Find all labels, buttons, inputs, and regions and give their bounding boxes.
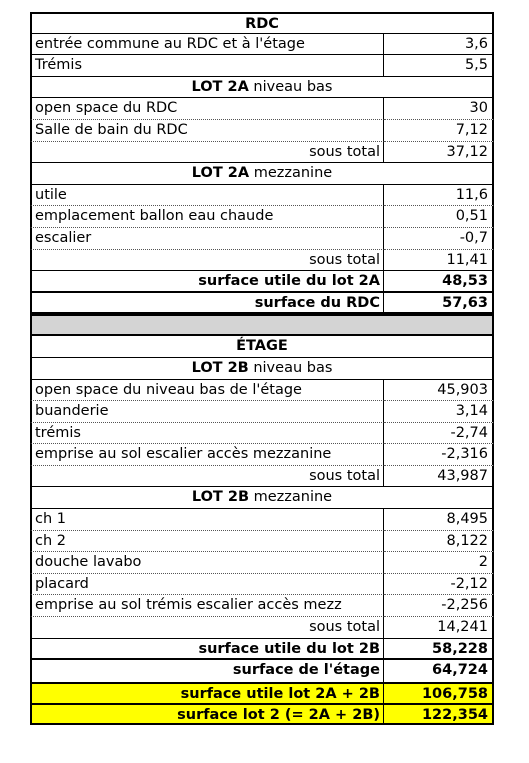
table-row [30, 34, 494, 56]
total-label: surface du RDC [30, 293, 384, 315]
total-label: surface de l'étage [30, 660, 384, 682]
total-row [30, 660, 494, 682]
subtotal-row [30, 617, 494, 639]
row-value: -2,12 [384, 574, 494, 596]
table-row [30, 423, 494, 445]
subtotal-row [30, 250, 494, 272]
total-row [30, 293, 494, 315]
row-value: 30 [384, 98, 494, 120]
header-rest: niveau bas [248, 78, 333, 95]
header-rest: mezzanine [249, 165, 333, 182]
total-row [30, 271, 494, 293]
grand-total-value: 122,354 [384, 703, 494, 725]
subtotal-row [30, 142, 494, 164]
table-row [30, 380, 494, 402]
header-bold: LOT 2A [191, 165, 250, 182]
grand-total-value: 106,758 [384, 682, 494, 704]
subtotal-label: sous total [30, 617, 384, 639]
row-label: ch 2 [30, 531, 384, 553]
total-value: 58,228 [384, 639, 494, 661]
row-label: escalier [30, 228, 384, 250]
section-header-etage: ÉTAGE [30, 336, 494, 358]
subtotal-row [30, 466, 494, 488]
row-value: -2,74 [384, 423, 494, 445]
subtotal-label: sous total [30, 466, 384, 488]
table-row [30, 206, 494, 228]
row-label: ch 1 [30, 509, 384, 531]
row-label: Salle de bain du RDC [30, 120, 384, 142]
table-row [30, 55, 494, 77]
row-value: 2 [384, 552, 494, 574]
row-label: placard [30, 574, 384, 596]
section-header-lot2b-bas [30, 358, 494, 380]
header-bold: LOT 2B [191, 359, 249, 376]
row-label: open space du niveau bas de l'étage [30, 380, 384, 402]
row-value: 8,122 [384, 531, 494, 553]
row-label: utile [30, 185, 384, 207]
subtotal-value: 37,12 [384, 142, 494, 164]
table-row [30, 228, 494, 250]
grand-total-row [30, 682, 494, 704]
subtotal-value: 11,41 [384, 250, 494, 272]
header-bold: LOT 2B [191, 489, 250, 506]
row-value: 3,14 [384, 401, 494, 423]
row-value: -2,316 [384, 444, 494, 466]
row-label: emprise au sol escalier accès mezzanine [30, 444, 384, 466]
grand-total-label: surface utile lot 2A + 2B [30, 682, 384, 704]
subtotal-label: sous total [30, 250, 384, 272]
total-label: surface utile du lot 2B [30, 639, 384, 661]
row-label: emprise au sol trémis escalier accès mezz [30, 595, 384, 617]
header-rest: niveau bas [248, 359, 333, 376]
row-value: 8,495 [384, 509, 494, 531]
row-label: emplacement ballon eau chaude [30, 206, 384, 228]
total-value: 48,53 [384, 271, 494, 293]
total-value: 57,63 [384, 293, 494, 315]
row-value: 7,12 [384, 120, 494, 142]
subtotal-value: 43,987 [384, 466, 494, 488]
table-row [30, 98, 494, 120]
total-value: 64,724 [384, 660, 494, 682]
row-value: 45,903 [384, 380, 494, 402]
section-header-lot2a-bas [30, 77, 494, 99]
subtotal-label: sous total [30, 142, 384, 164]
section-separator [30, 314, 494, 336]
row-label: open space du RDC [30, 98, 384, 120]
table-row [30, 574, 494, 596]
table-row [30, 444, 494, 466]
row-value: -2,256 [384, 595, 494, 617]
row-value: 5,5 [384, 55, 494, 77]
table-row [30, 401, 494, 423]
header-bold: LOT 2A [191, 78, 249, 95]
table-row [30, 595, 494, 617]
row-value: 11,6 [384, 185, 494, 207]
row-label: trémis [30, 423, 384, 445]
section-header-rdc: RDC [30, 12, 494, 34]
section-header-lot2a-mezz [30, 163, 494, 185]
section-header-lot2b-mezz [30, 487, 494, 509]
row-value: 3,6 [384, 34, 494, 56]
table-row [30, 552, 494, 574]
total-row [30, 639, 494, 661]
row-value: -0,7 [384, 228, 494, 250]
grand-total-label: surface lot 2 (= 2A + 2B) [30, 703, 384, 725]
table-row [30, 509, 494, 531]
surface-table [30, 12, 494, 725]
grand-total-row [30, 703, 494, 725]
row-label: Trémis [30, 55, 384, 77]
row-label: douche lavabo [30, 552, 384, 574]
table-row [30, 531, 494, 553]
header-rest: mezzanine [249, 489, 333, 506]
row-label: entrée commune au RDC et à l'étage [30, 34, 384, 56]
table-row [30, 185, 494, 207]
row-label: buanderie [30, 401, 384, 423]
total-label: surface utile du lot 2A [30, 271, 384, 293]
table-row [30, 120, 494, 142]
row-value: 0,51 [384, 206, 494, 228]
subtotal-value: 14,241 [384, 617, 494, 639]
